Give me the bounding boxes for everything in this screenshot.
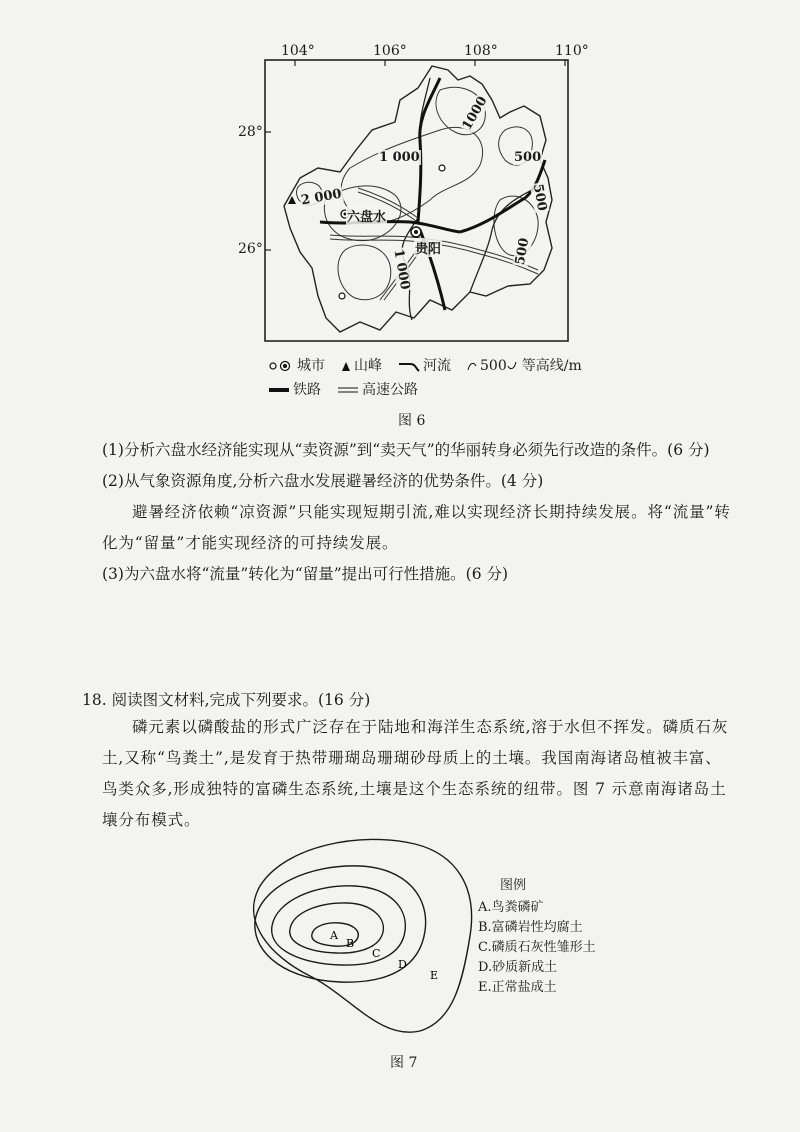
cities — [339, 165, 445, 299]
longitude-label: 106° — [373, 43, 407, 59]
question17-block — [102, 435, 742, 590]
question-17-3: (3)为六盘水将“流量”转化为“留量”提出可行性措施。(6 分) — [102, 565, 509, 583]
legend-river: 河流 — [398, 354, 451, 378]
latitude-label: 28° — [238, 124, 263, 140]
contour-line-icon — [507, 360, 517, 372]
city-icon — [268, 360, 294, 372]
legend-railway: 铁路 — [268, 378, 321, 402]
latitude-label: 26° — [238, 241, 263, 257]
legend-item: C.磷质石灰性雏形土 — [478, 940, 596, 955]
longitude-label: 108° — [464, 43, 498, 59]
legend-title: 图例 — [500, 878, 527, 893]
railway-icon — [268, 384, 290, 396]
guiyang-label: 贵阳 — [414, 238, 442, 257]
paragraph-17: 避暑经济依赖“凉资源”只能实现短期引流,难以实现经济长期持续发展。将“流量”转化为“留量”才能实现经济的可持续发展。 — [102, 503, 731, 552]
legend-peak: 山峰 — [341, 354, 382, 378]
figure7-caption: 图 7 — [390, 1055, 418, 1071]
legend-item: A.鸟粪磷矿 — [478, 900, 544, 915]
question18-block — [102, 712, 732, 836]
peak-icon — [341, 360, 351, 372]
figure7-legend — [478, 876, 596, 998]
figure-6 — [0, 0, 800, 420]
contour-label: 500 — [529, 182, 550, 213]
contour-label: 500 — [514, 150, 542, 165]
soil-zone-rings — [254, 839, 472, 1032]
question-18-title: 18. 阅读图文材料,完成下列要求。(16 分) — [82, 691, 371, 709]
highway-icon — [337, 384, 359, 396]
contour-label: 1000 — [459, 94, 491, 133]
zone-e-boundary — [254, 839, 472, 1032]
zone-label: A — [330, 929, 338, 942]
legend-highway: 高速公路 — [337, 378, 418, 402]
contour-label: 1 000 — [390, 248, 413, 291]
legend-contour: 500 等高线/m — [467, 354, 582, 378]
figure-7 — [230, 826, 480, 1036]
longitude-label: 110° — [555, 43, 589, 59]
liupanshui-label: 六盘水 — [346, 206, 387, 225]
legend-city: 城市 — [268, 354, 325, 378]
contour-line-icon — [467, 360, 477, 372]
figure6-legend — [268, 354, 628, 402]
question-17-1: (1)分析六盘水经济能实现从“卖资源”到“卖天气”的华丽转身必须先行改造的条件。(6 分) — [102, 441, 710, 459]
longitude-label: 104° — [281, 43, 315, 59]
zone-label: C — [372, 947, 381, 960]
contour-label: 1 000 — [379, 150, 420, 165]
legend-item: B.富磷岩性均腐土 — [478, 920, 583, 935]
legend-item: D.砂质新成土 — [478, 960, 558, 975]
zone-label: D — [398, 958, 407, 971]
paragraph-18: 磷元素以磷酸盐的形式广泛存在于陆地和海洋生态系统,溶于水但不挥发。磷质石灰土,又称“鸟粪土”,是发育于热带珊瑚岛珊瑚砂母质上的土壤。我国南海诸岛植被丰富、鸟类众多,形成独特的富磷生态系统,土壤是这个生态系统的纽带。图 7 示意南海诸岛土壤分布模式。 — [102, 718, 729, 829]
zone-label: E — [430, 969, 439, 982]
contour-label: 2 000 — [300, 186, 343, 209]
legend-item: E.正常盐成土 — [478, 980, 557, 995]
zone-label: B — [346, 937, 355, 950]
figure6-caption: 图 6 — [398, 413, 426, 429]
river-icon — [398, 360, 420, 372]
question-17-2: (2)从气象资源角度,分析六盘水发展避暑经济的优势条件。(4 分) — [102, 472, 544, 490]
railways — [320, 78, 545, 310]
contour-label: 500 — [512, 236, 533, 267]
